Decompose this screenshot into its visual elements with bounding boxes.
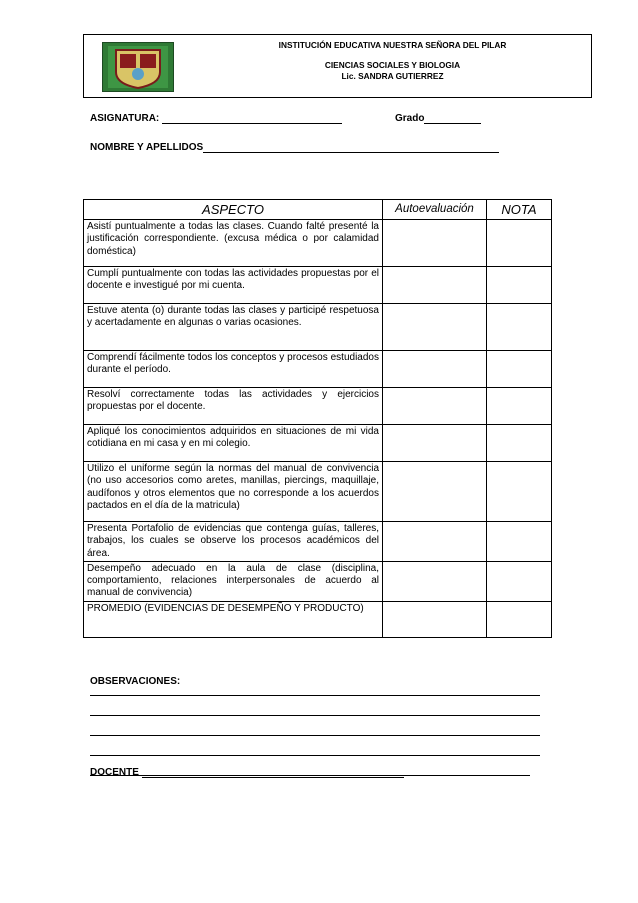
table-row [84,601,552,637]
nota-cell[interactable] [487,522,552,562]
docente-line[interactable] [142,767,404,778]
observaciones-line[interactable] [90,736,540,756]
nota-cell[interactable] [487,220,552,267]
autoevaluacion-cell[interactable] [383,561,487,601]
autoevaluacion-cell[interactable] [383,388,487,425]
observaciones-line[interactable] [90,676,540,696]
docente-label: DOCENTE [90,767,139,778]
table-row [84,522,552,562]
observaciones-line[interactable] [90,696,540,716]
table-row [84,425,552,462]
observaciones-section [90,676,540,776]
table-row [84,304,552,351]
criterion-text: Apliqué los conocimientos adquiridos en situaciones de mi vida cotidiana en mi casa y en mi colegio. [84,425,383,462]
autoevaluacion-cell[interactable] [383,522,487,562]
teacher-name: Lic. SANDRA GUTIERREZ [341,71,444,81]
autoevaluacion-cell[interactable] [383,601,487,637]
docente-field [90,767,404,778]
nota-cell[interactable] [487,425,552,462]
grado-label: Grado [395,113,425,124]
institution-name: INSTITUCIÓN EDUCATIVA NUESTRA SEÑORA DEL PILAR [278,40,507,50]
nombre-field [90,142,499,153]
document-header [83,34,592,98]
grado-field [395,113,481,124]
table-row [84,220,552,267]
school-crest-icon [102,42,174,92]
criterion-text: Comprendí fácilmente todos los conceptos y procesos estudiados durante el período. [84,351,383,388]
table-row [84,267,552,304]
autoevaluacion-cell[interactable] [383,304,487,351]
observaciones-label: OBSERVACIONES: [90,676,181,687]
nota-cell[interactable] [487,267,552,304]
nota-cell[interactable] [487,561,552,601]
observaciones-line[interactable] [90,716,540,736]
criterion-text: Estuve atenta (o) durante todas las clases y participé respetuosa y acertadamente en algunas o varias ocasiones. [84,304,383,351]
header-aspecto: ASPECTO [84,200,383,220]
table-row [84,561,552,601]
nota-cell[interactable] [487,388,552,425]
nombre-label: NOMBRE Y APELLIDOS [90,142,204,153]
autoevaluacion-cell[interactable] [383,267,487,304]
autoevaluacion-cell[interactable] [383,351,487,388]
table-row [84,388,552,425]
criterion-text: Asistí puntualmente a todas las clases. Cuando falté presenté la justificación correspondiente. (excusa médica o por calamidad doméstica) [84,220,383,267]
header-autoevaluacion: Autoevaluación [383,200,487,220]
table-row [84,462,552,522]
nota-cell[interactable] [487,351,552,388]
table-header-row [84,200,552,220]
criterion-text: PROMEDIO (EVIDENCIAS DE DESEMPEÑO Y PRODUCTO) [84,601,383,637]
header-nota: NOTA [487,200,552,220]
autoevaluacion-cell[interactable] [383,425,487,462]
asignatura-line[interactable] [162,113,342,124]
criterion-text: Resolví correctamente todas las actividades y ejercicios propuestas por el docente. [84,388,383,425]
table-row [84,351,552,388]
nombre-line[interactable] [203,142,499,153]
nota-cell[interactable] [487,601,552,637]
subject-name: CIENCIAS SOCIALES Y BIOLOGIA [324,60,461,70]
autoevaluacion-cell[interactable] [383,220,487,267]
autoevaluacion-cell[interactable] [383,462,487,522]
asignatura-field [90,113,342,124]
nota-cell[interactable] [487,462,552,522]
nota-cell[interactable] [487,304,552,351]
evaluation-table [83,199,552,638]
asignatura-label: ASIGNATURA: [90,113,160,124]
criterion-text: Presenta Portafolio de evidencias que contenga guías, talleres, trabajos, los cuales se observe los procesos académicos del área. [84,522,383,562]
criterion-text: Utilizo el uniforme según la normas del manual de convivencia (no uso accesorios como aretes, manillas, piercings, maquillaje, audífonos y otros elementos que no corresponde a los acuerdos pactados en el día de la matricula) [84,462,383,522]
subject-title [194,60,591,82]
grado-line[interactable] [424,113,481,124]
criterion-text: Cumplí puntualmente con todas las actividades propuestas por el docente e investigué por mi cuenta. [84,267,383,304]
criterion-text: Desempeño adecuado en la aula de clase (disciplina, comportamiento, relaciones interpersonales de acuerdo al manual de convivencia) [84,561,383,601]
